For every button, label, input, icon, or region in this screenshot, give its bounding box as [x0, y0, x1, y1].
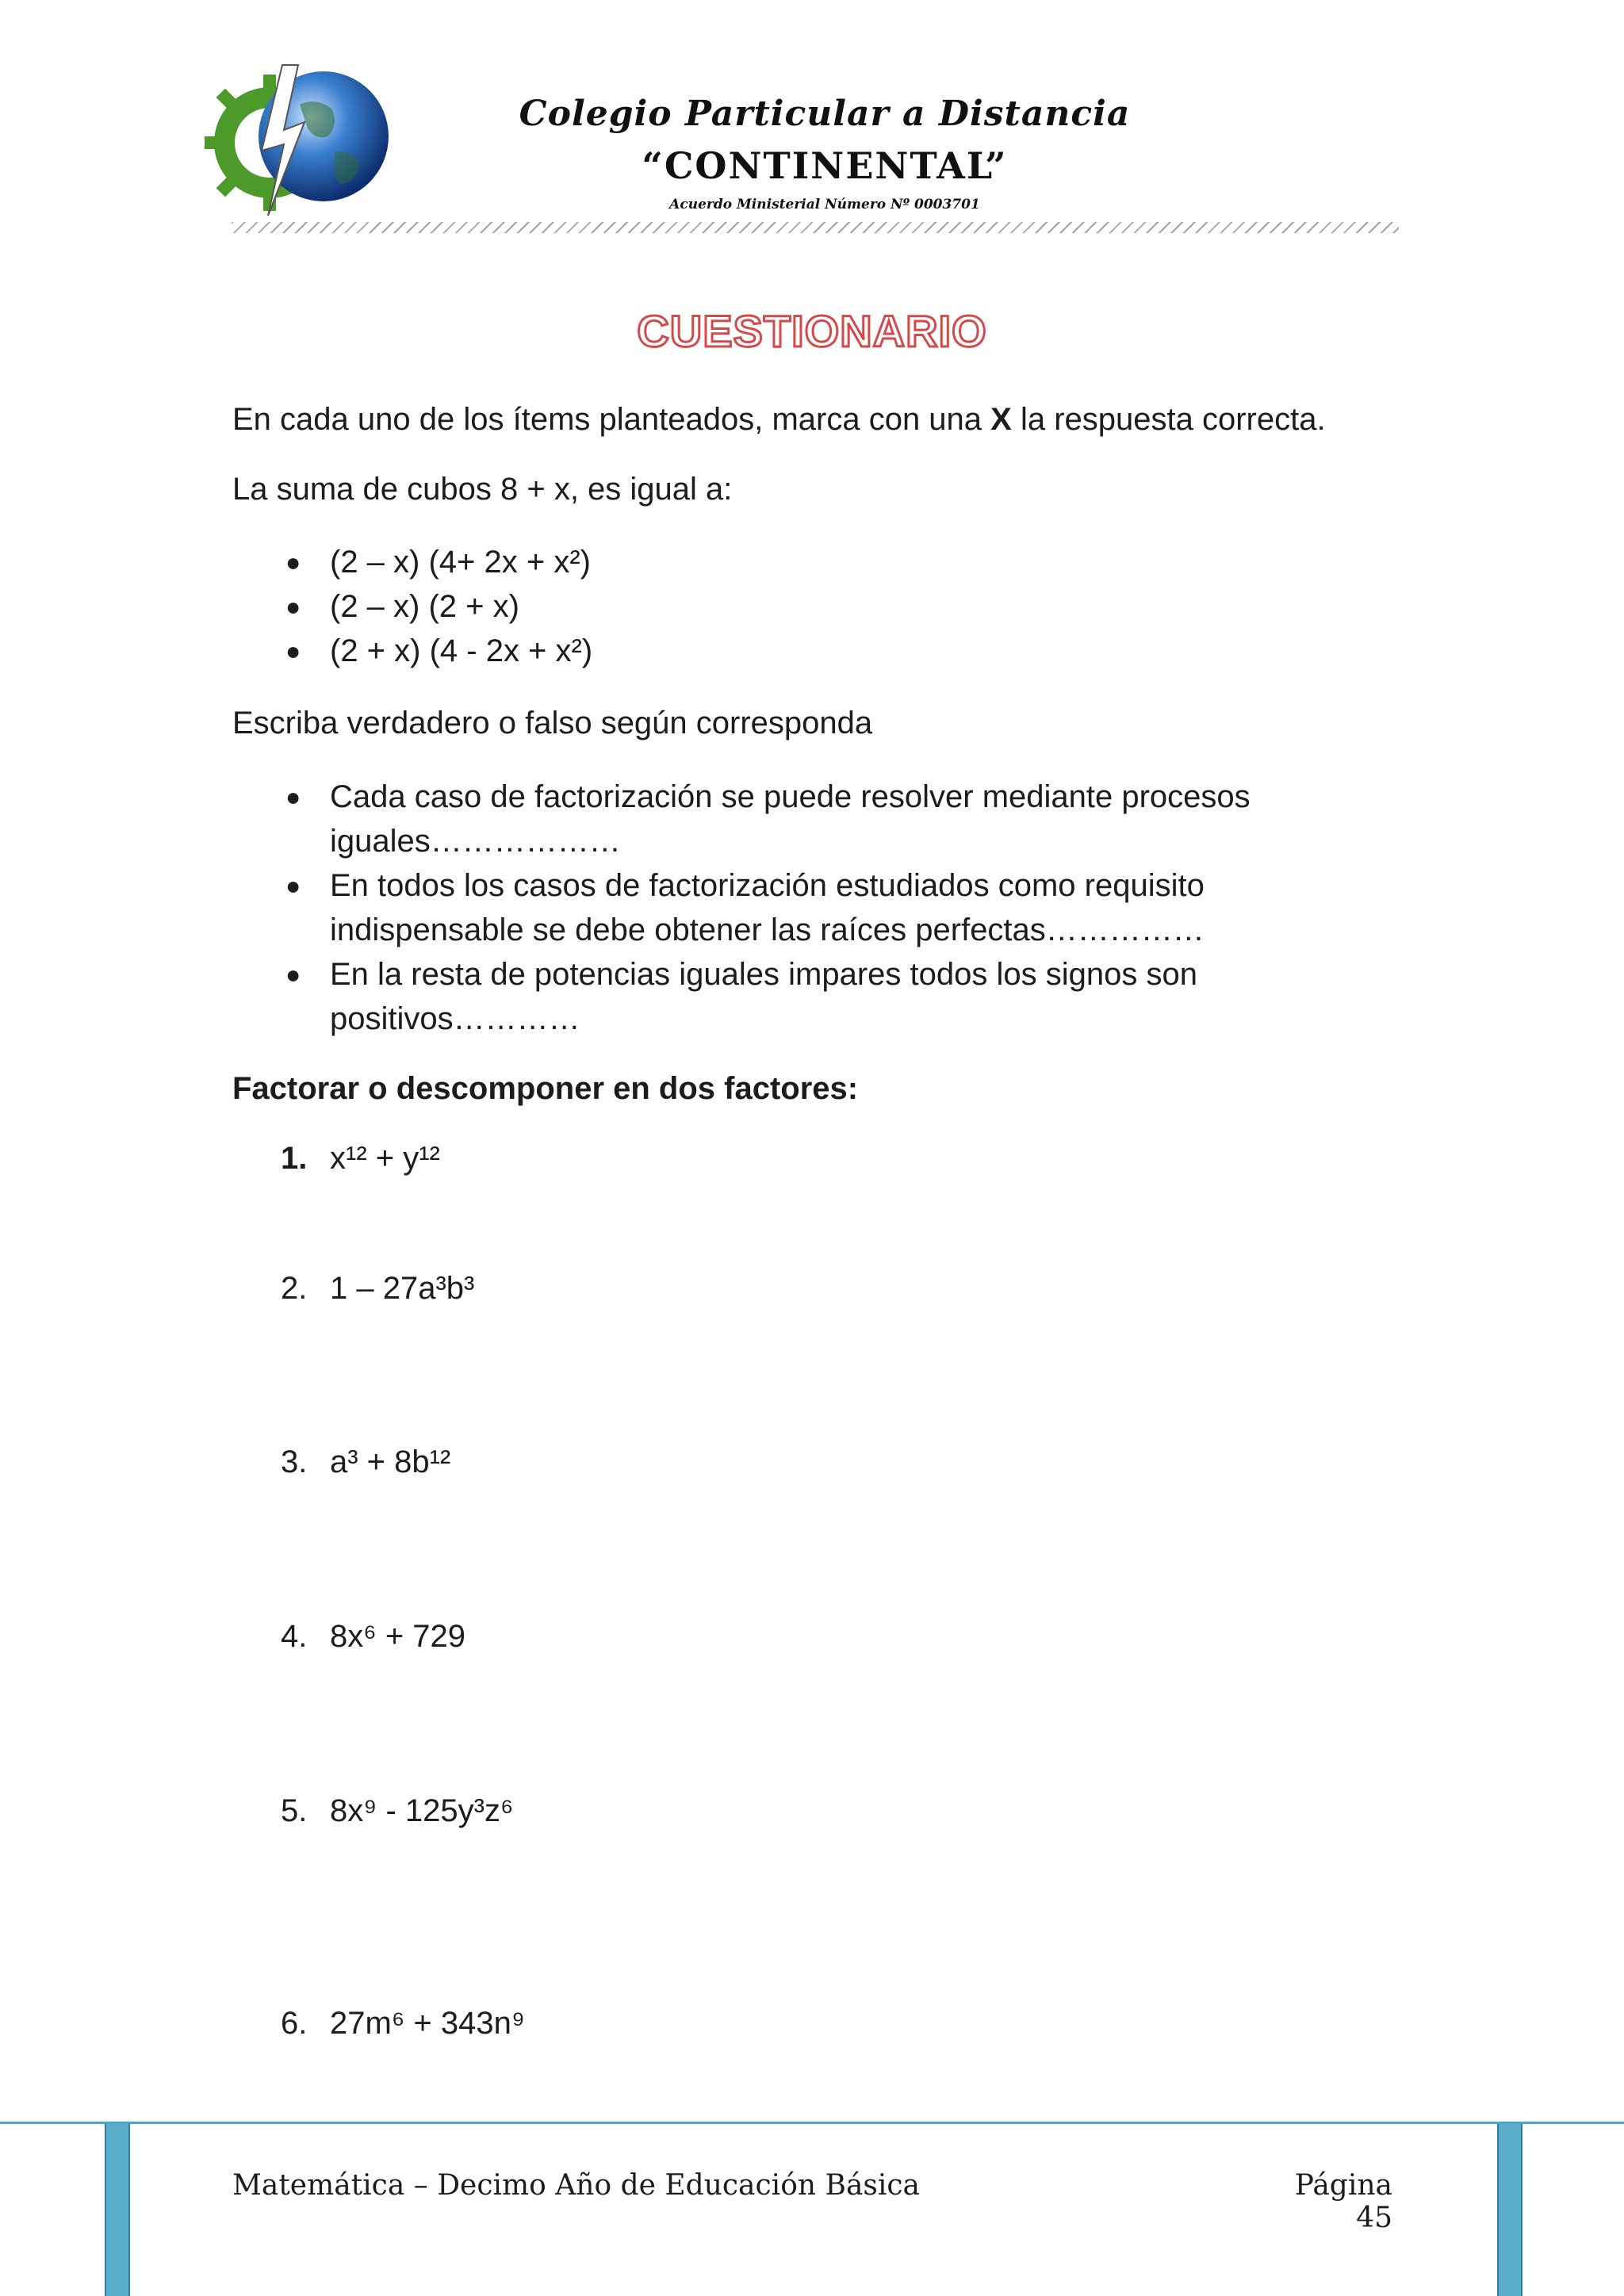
- question-2-statements: [279, 775, 1313, 1041]
- header-divider: [232, 222, 1399, 233]
- footer-subject: Matemática – Decimo Año de Educación Básica: [232, 2169, 921, 2202]
- exercise-item: 1. x¹² + y¹²: [281, 1141, 440, 1176]
- bullet-icon: ●: [285, 548, 301, 576]
- school-logo-icon: [205, 57, 395, 224]
- page-title: CUESTIONARIO: [637, 306, 987, 356]
- option-item: ● (2 – x) (2 + x): [279, 584, 592, 629]
- statement-item: ● En la resta de potencias iguales impares todos los signos son positivos…………: [279, 952, 1313, 1041]
- question-1-options: [279, 540, 592, 673]
- exercise-item: 2. 1 – 27a³b³: [281, 1271, 475, 1306]
- school-brand: “CONTINENTAL”: [642, 144, 1008, 187]
- bullet-icon: ●: [285, 783, 301, 811]
- bullet-icon: ●: [285, 592, 301, 621]
- exercise-item: 5. 8x⁹ - 125y³z⁶: [281, 1793, 514, 1828]
- statement-item: ● En todos los casos de factorización estudiados como requisito indispensable se debe obtener las raíces perfectas……………: [279, 863, 1313, 952]
- option-item: ● (2 + x) (4 - 2x + x²): [279, 629, 592, 673]
- question-3-prompt: Factorar o descomponer en dos factores:: [232, 1071, 859, 1106]
- question-2-prompt: Escriba verdadero o falso según corresponda: [232, 706, 873, 740]
- instructions-pre: En cada uno de los ítems planteados, marca con una: [232, 402, 991, 437]
- instructions-mark: X: [990, 402, 1012, 437]
- instructions: [232, 398, 1326, 441]
- statement-item: ● Cada caso de factorización se puede resolver mediante procesos iguales………………: [279, 775, 1313, 863]
- question-1-prompt: La suma de cubos 8 + x, es igual a:: [232, 472, 733, 507]
- footer-accent-right: [1497, 2124, 1522, 2296]
- exercise-item: 6. 27m⁶ + 343n⁹: [281, 2006, 525, 2041]
- footer-accent-left: [105, 2124, 130, 2296]
- school-name: Colegio Particular a Distancia: [519, 94, 1131, 134]
- instructions-post: la respuesta correcta.: [1011, 402, 1326, 437]
- footer-page-number: Página 45: [1294, 2169, 1392, 2234]
- ministerial-agreement: Acuerdo Ministerial Número Nº 0003701: [669, 197, 980, 212]
- exercise-item: 3. a³ + 8b¹²: [281, 1445, 451, 1479]
- bullet-icon: ●: [285, 637, 301, 665]
- footer-divider: [0, 2122, 1624, 2124]
- bullet-icon: ●: [285, 960, 301, 989]
- bullet-icon: ●: [285, 871, 301, 900]
- option-item: ● (2 – x) (4+ 2x + x²): [279, 540, 592, 584]
- exercise-item: 4. 8x⁶ + 729: [281, 1619, 466, 1654]
